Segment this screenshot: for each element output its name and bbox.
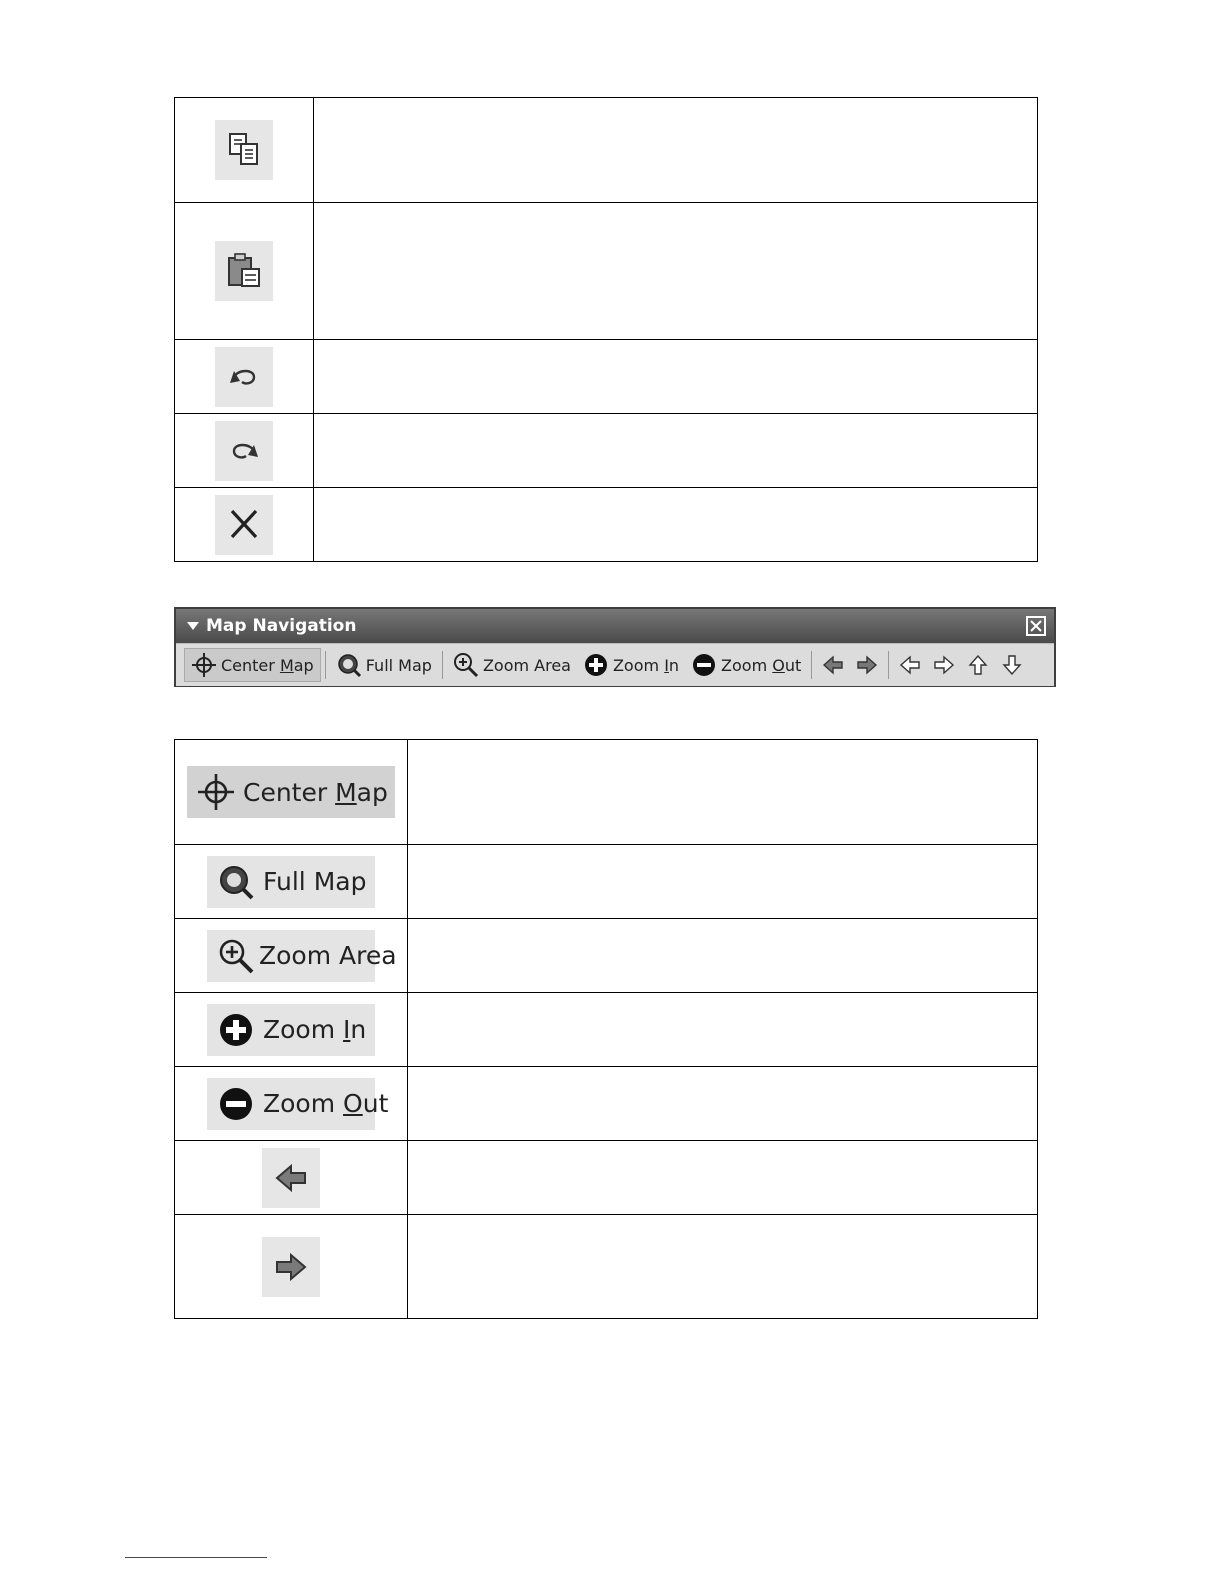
crosshair-icon	[197, 773, 235, 811]
pan-left-icon[interactable]	[893, 648, 927, 682]
globe-magnifier-icon	[217, 863, 255, 901]
close-icon[interactable]	[1026, 616, 1046, 636]
table-row	[175, 845, 1038, 919]
pan-down-icon[interactable]	[995, 648, 1029, 682]
row-description	[314, 414, 1038, 488]
crosshair-icon	[191, 652, 217, 678]
zoom-area-button[interactable]	[447, 648, 577, 682]
toolbar-title: Map Navigation	[206, 616, 357, 636]
undo-icon[interactable]	[215, 347, 273, 407]
row-description	[314, 98, 1038, 203]
row-description	[408, 1067, 1038, 1141]
row-description	[314, 340, 1038, 414]
toolbar-separator	[442, 651, 443, 679]
table-row	[175, 1067, 1038, 1141]
navigation-tools-table	[174, 739, 1038, 1319]
table-row	[175, 488, 1038, 562]
table-row	[175, 740, 1038, 845]
table-row	[175, 993, 1038, 1067]
pan-up-icon[interactable]	[961, 648, 995, 682]
globe-magnifier-icon	[336, 652, 362, 678]
row-description	[408, 993, 1038, 1067]
zoom-out-button[interactable]	[207, 1078, 389, 1130]
row-description	[408, 1215, 1038, 1319]
forward-arrow-icon[interactable]	[262, 1237, 320, 1297]
full-map-label: Full Map	[365, 655, 432, 675]
redo-icon[interactable]	[215, 421, 273, 481]
zoom-area-label: Zoom Area	[259, 941, 397, 970]
zoom-out-label: Zoom Out	[263, 1089, 389, 1118]
forward-arrow-icon[interactable]	[850, 648, 884, 682]
center-map-button[interactable]	[184, 648, 321, 682]
table-row	[175, 98, 1038, 203]
zoom-out-label: Zoom Out	[721, 655, 802, 675]
center-map-label: Center Map	[243, 777, 388, 807]
row-description	[314, 488, 1038, 562]
zoom-area-button[interactable]	[207, 930, 397, 982]
minus-circle-icon	[691, 652, 717, 678]
full-map-button[interactable]	[207, 856, 375, 908]
row-description	[314, 203, 1038, 340]
center-map-label: Center Map	[221, 655, 314, 675]
plus-circle-icon	[583, 652, 609, 678]
copy-icon[interactable]	[215, 120, 273, 180]
table-row	[175, 1215, 1038, 1319]
toolbar-separator	[888, 651, 889, 679]
minus-circle-icon	[217, 1085, 255, 1123]
zoom-area-label: Zoom Area	[482, 655, 571, 675]
center-map-button[interactable]	[187, 766, 395, 818]
plus-circle-icon	[217, 1011, 255, 1049]
row-description	[408, 919, 1038, 993]
toolbar-titlebar	[176, 609, 1054, 643]
table-row	[175, 919, 1038, 993]
zoom-out-button[interactable]	[685, 648, 807, 682]
table-row	[175, 340, 1038, 414]
table-row	[175, 1141, 1038, 1215]
zoom-in-label: Zoom In	[612, 655, 680, 675]
row-description	[408, 845, 1038, 919]
zoom-in-label: Zoom In	[263, 1015, 367, 1044]
table-row	[175, 414, 1038, 488]
delete-icon[interactable]	[215, 495, 273, 555]
toolbar-separator	[811, 651, 812, 679]
row-description	[408, 1141, 1038, 1215]
paste-icon[interactable]	[215, 241, 273, 301]
back-arrow-icon[interactable]	[816, 648, 850, 682]
zoom-area-icon	[453, 652, 479, 678]
edit-tools-table	[174, 97, 1038, 562]
footnote-divider	[125, 1557, 267, 1558]
collapse-triangle-icon[interactable]	[187, 622, 199, 630]
table-row	[175, 203, 1038, 340]
zoom-in-button[interactable]	[207, 1004, 375, 1056]
back-arrow-icon[interactable]	[262, 1148, 320, 1208]
row-description	[408, 740, 1038, 845]
map-navigation-toolbar	[174, 607, 1056, 687]
full-map-label: Full Map	[263, 867, 367, 896]
zoom-in-button[interactable]	[577, 648, 685, 682]
toolbar-separator	[325, 651, 326, 679]
pan-right-icon[interactable]	[927, 648, 961, 682]
zoom-area-icon	[217, 937, 255, 975]
toolbar-buttons	[176, 643, 1054, 686]
full-map-button[interactable]	[330, 648, 438, 682]
